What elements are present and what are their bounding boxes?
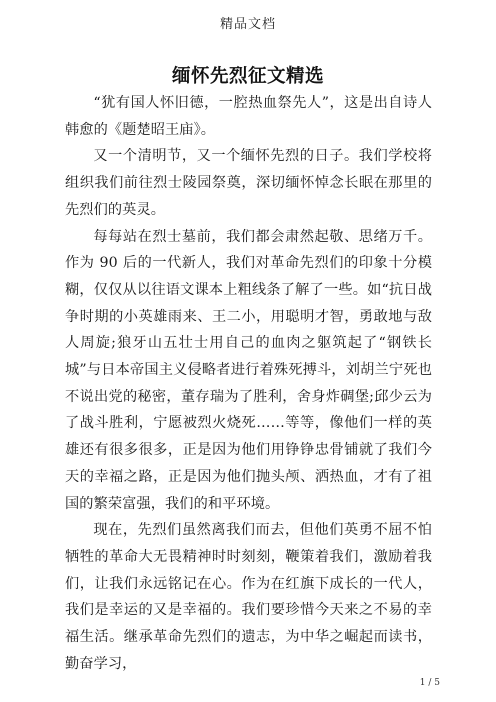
paragraph-qingming: 又一个清明节，又一个缅怀先烈的日子。我们学校将组织我们前往烈士陵园祭奠，深切缅怀悼念长眠在那里的先烈们的英灵。 (65, 148, 432, 218)
paragraph-quote: “犹有国人怀旧德，一腔热血祭先人”，这是出自诗人韩愈的《题楚昭王庙》。 (65, 95, 432, 138)
paragraph-heroes: 每每站在烈士墓前，我们都会肃然起敬、思绪万千。作为 90 后的一代新人，我们对革命先烈们的印象十分模糊，仅仅从以往语文课本上粗线条了解了一些。如“抗日战争时期的小英雄雨来、王二小，用聪明才智，勇敢地与敌人周旋;狼牙山五壮士用自己的血肉之躯筑起了“钢铁长城”与日本帝国主义侵略者进行着殊死搏斗，刘胡兰宁死也不说出党的秘密，董存瑞为了胜利，舍身炸碉堡;邱少云为了战斗胜利，宁愿被烈火烧死……等等，像他们一样的英雄还有很多很多，正是因为他们用铮铮忠骨铺就了我们今天的幸福之路，正是因为他们抛头颅、洒热血，才有了祖国的繁荣富强，我们的和平环境。 (65, 228, 432, 512)
paragraph-legacy: 现在，先烈们虽然离我们而去，但他们英勇不屈不怕牺牲的革命大无畏精神时时刻刻，鞭策着我们，激励着我们，让我们永远铭记在心。作为在红旗下成长的一代人，我们是幸运的又是幸福的。我们要珍惜今天来之不易的幸福生活。继承革命先烈们的遗志，为中华之崛起而读书，勤奋学习， (65, 522, 432, 672)
document-title: 缅怀先烈征文精选 (171, 66, 324, 87)
page-number: 1 / 5 (419, 678, 440, 688)
page-header-label: 精品文档 (219, 17, 276, 32)
document-body (65, 90, 432, 677)
